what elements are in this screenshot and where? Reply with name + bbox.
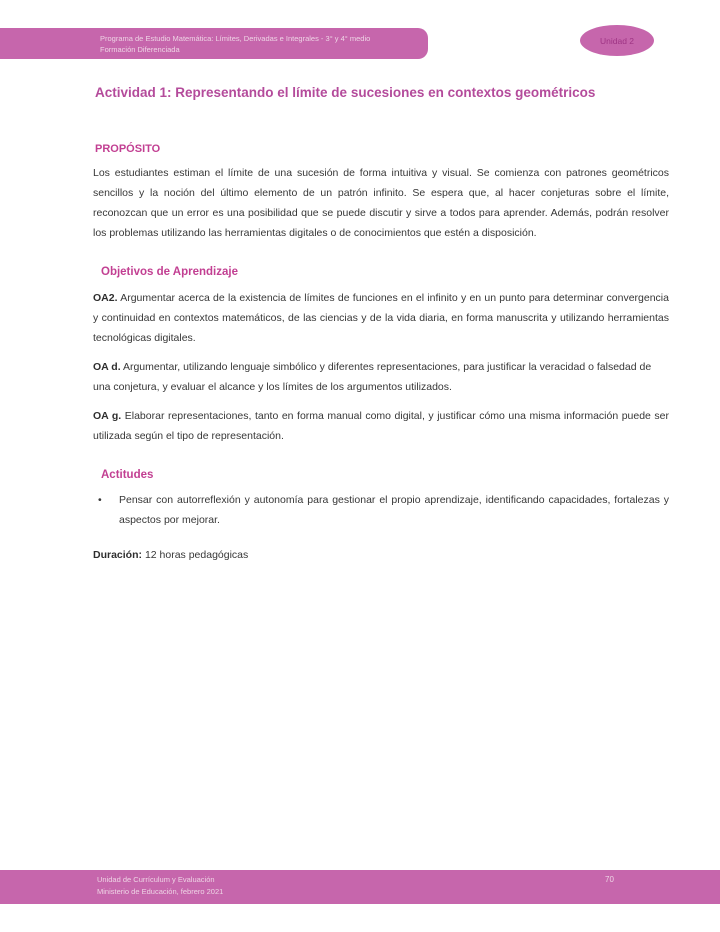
duracion-line: [93, 545, 669, 565]
unit-badge: [580, 25, 654, 56]
oa-item-oa2: [93, 288, 669, 348]
header-band-line1: Programa de Estudio Matemática: Límites, Derivadas e Integrales - 3° y 4° medio: [100, 33, 371, 43]
unit-badge-label: Unidad 2: [599, 35, 635, 46]
duracion-value: 12 horas pedagógicas: [144, 549, 249, 561]
bullet-item: [98, 490, 669, 530]
proposito-heading: PROPÓSITO: [95, 143, 161, 155]
oa-label: OA d.: [93, 361, 121, 373]
header-band-line2: Formación Diferenciada: [100, 44, 180, 54]
objetivos-heading: Objetivos de Aprendizaje: [101, 266, 238, 278]
oa-text: Argumentar, utilizando lenguaje simbólico y diferentes representaciones, para justificar la veracidad o falsedad de una conjetura, y evaluar el alcance y los límites de los argumentos utilizados.: [93, 361, 652, 393]
footer-band: [0, 870, 720, 904]
oa-label: OA g.: [93, 410, 122, 422]
page-title: Actividad 1: Representando el límite de sucesiones en contextos geométricos: [95, 85, 596, 100]
oa-text: Argumentar acerca de la existencia de límites de funciones en el infinito y en un punto para determinar convergencia y continuidad en contextos matemáticos, de las ciencias y de la vida diaria, en forma manuscrita y utilizando herramientas tecnológicas digitales.: [93, 292, 669, 344]
proposito-body: Los estudiantes estiman el límite de una sucesión de forma intuitiva y visual. Se comienza con patrones geométricos sencillos y la noción del último elemento de un patrón infinito. Se espera que, al hacer conjeturas sobre el límite, reconozcan que un error es una posibilidad que se puede discutir y sirve a todos para aprender. Además, podrán resolver los problemas utilizando las herramientas digitales o de conocimientos que estén a disposición.: [93, 167, 669, 239]
bullet-text: Pensar con autorreflexión y autonomía para gestionar el propio aprendizaje, identificando capacidades, fortalezas y aspectos por mejorar.: [119, 494, 669, 526]
footer-line2: Ministerio de Educación, febrero 2021: [97, 886, 224, 896]
page-number: 70: [605, 875, 614, 884]
duracion-label: Duración:: [93, 549, 143, 561]
oa-label: OA2.: [93, 292, 118, 304]
footer-line1: Unidad de Currículum y Evaluación: [97, 875, 215, 884]
header-band: [0, 28, 428, 59]
oa-item-oag: [93, 406, 669, 446]
oa-item-oad: [93, 357, 669, 397]
bullet-marker: •: [98, 494, 102, 506]
actitudes-heading: Actitudes: [101, 469, 154, 481]
main-content: [93, 78, 669, 565]
oa-text: Elaborar representaciones, tanto en forma manual como digital, y justificar cómo una misma información puede ser utilizada según el tipo de representación.: [93, 410, 669, 442]
